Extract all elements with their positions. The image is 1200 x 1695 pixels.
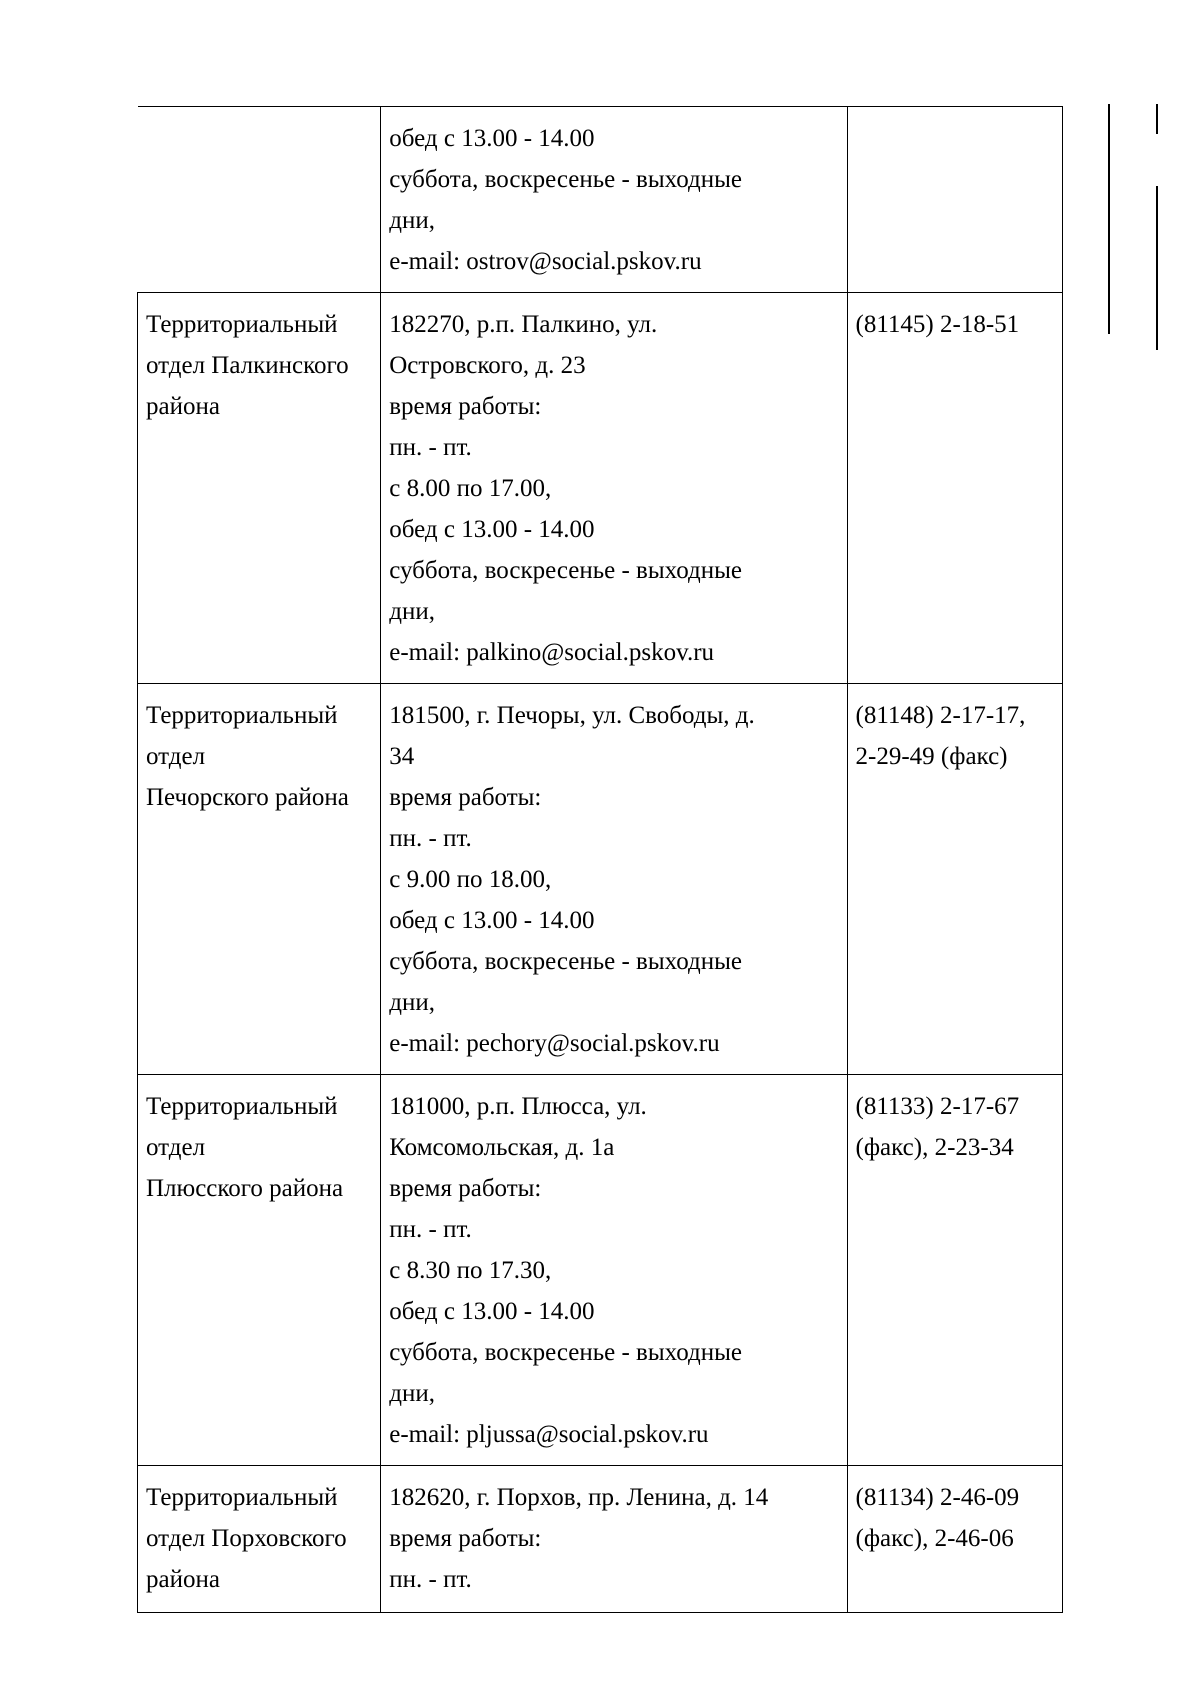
table-row: [138, 1075, 1063, 1466]
address-line: e-mail: pechory@social.pskov.ru: [389, 1030, 720, 1057]
phone-line: (81134) 2-46-09: [855, 1484, 1020, 1511]
name-line: района: [146, 393, 220, 420]
address-line: 182620, г. Порхов, пр. Ленина, д. 14: [389, 1484, 769, 1511]
address-line: с 9.00 по 18.00,: [389, 866, 552, 893]
address-line: с 8.30 по 17.30,: [389, 1257, 552, 1284]
name-line: отдел Порховского: [146, 1525, 347, 1552]
cell-address: [381, 684, 847, 1075]
name-line: Территориальный: [146, 702, 338, 729]
phone-line: (81148) 2-17-17,: [855, 702, 1026, 729]
cell-name: [138, 107, 381, 293]
scan-edge-mark: [1156, 104, 1158, 134]
name-line: Печорского района: [146, 784, 349, 811]
address-line: время работы:: [389, 393, 542, 420]
table-row: [138, 107, 1063, 293]
phone-line: (81145) 2-18-51: [855, 311, 1020, 338]
name-line: отдел: [146, 743, 206, 770]
name-line: Территориальный: [146, 1484, 338, 1511]
address-line: e-mail: pljussa@social.pskov.ru: [389, 1421, 709, 1448]
table-row: [138, 1466, 1063, 1613]
address-line: Комсомольская, д. 1а: [389, 1134, 615, 1161]
name-line: отдел Палкинского: [146, 352, 349, 379]
address-line: суббота, воскресенье - выходные: [389, 948, 742, 975]
cell-phone: [847, 293, 1062, 684]
cell-name: [138, 684, 381, 1075]
cell-name: [138, 293, 381, 684]
cell-phone: [847, 107, 1062, 293]
address-line: обед с 13.00 - 14.00: [389, 516, 595, 543]
table-row: [138, 293, 1063, 684]
name-line: Территориальный: [146, 1093, 338, 1120]
name-line: района: [146, 1566, 220, 1593]
address-line: 181500, г. Печоры, ул. Свободы, д.: [389, 702, 755, 729]
address-line: время работы:: [389, 1175, 542, 1202]
name-line: Территориальный: [146, 311, 338, 338]
cell-address: [381, 293, 847, 684]
address-line: обед с 13.00 - 14.00: [389, 125, 595, 152]
address-line: время работы:: [389, 1525, 542, 1552]
cell-phone: [847, 1466, 1062, 1613]
address-line: суббота, воскресенье - выходные: [389, 1339, 742, 1366]
address-line: обед с 13.00 - 14.00: [389, 1298, 595, 1325]
phone-line: (81133) 2-17-67: [855, 1093, 1020, 1120]
address-line: суббота, воскресенье - выходные: [389, 166, 742, 193]
phone-line: 2-29-49 (факс): [855, 743, 1008, 770]
address-line: e-mail: ostrov@social.pskov.ru: [389, 248, 702, 275]
address-line: обед с 13.00 - 14.00: [389, 907, 595, 934]
cell-address: [381, 107, 847, 293]
address-line: дни,: [389, 1380, 435, 1407]
cell-phone: [847, 684, 1062, 1075]
cell-address: [381, 1466, 847, 1613]
address-line: пн. - пт.: [389, 825, 472, 852]
cell-name: [138, 1466, 381, 1613]
cell-address: [381, 1075, 847, 1466]
scan-edge-mark: [1108, 104, 1110, 334]
address-line: время работы:: [389, 784, 542, 811]
address-line: пн. - пт.: [389, 1566, 472, 1593]
scan-edge-mark: [1156, 186, 1158, 350]
cell-phone: [847, 1075, 1062, 1466]
address-line: 34: [389, 743, 415, 770]
contacts-table-body: [138, 107, 1063, 1613]
address-line: 182270, р.п. Палкино, ул.: [389, 311, 658, 338]
address-line: суббота, воскресенье - выходные: [389, 557, 742, 584]
address-line: дни,: [389, 989, 435, 1016]
name-line: отдел: [146, 1134, 206, 1161]
cell-name: [138, 1075, 381, 1466]
address-line: с 8.00 по 17.00,: [389, 475, 552, 502]
address-line: 181000, р.п. Плюсса, ул.: [389, 1093, 647, 1120]
phone-line: (факс), 2-46-06: [855, 1525, 1014, 1552]
contacts-table: [137, 106, 1063, 1613]
name-line: Плюсского района: [146, 1175, 344, 1202]
address-line: пн. - пт.: [389, 1216, 472, 1243]
address-line: дни,: [389, 598, 435, 625]
phone-line: (факс), 2-23-34: [855, 1134, 1014, 1161]
address-line: пн. - пт.: [389, 434, 472, 461]
table-row: [138, 684, 1063, 1075]
address-line: дни,: [389, 207, 435, 234]
address-line: Островского, д. 23: [389, 352, 586, 379]
address-line: e-mail: palkino@social.pskov.ru: [389, 639, 715, 666]
